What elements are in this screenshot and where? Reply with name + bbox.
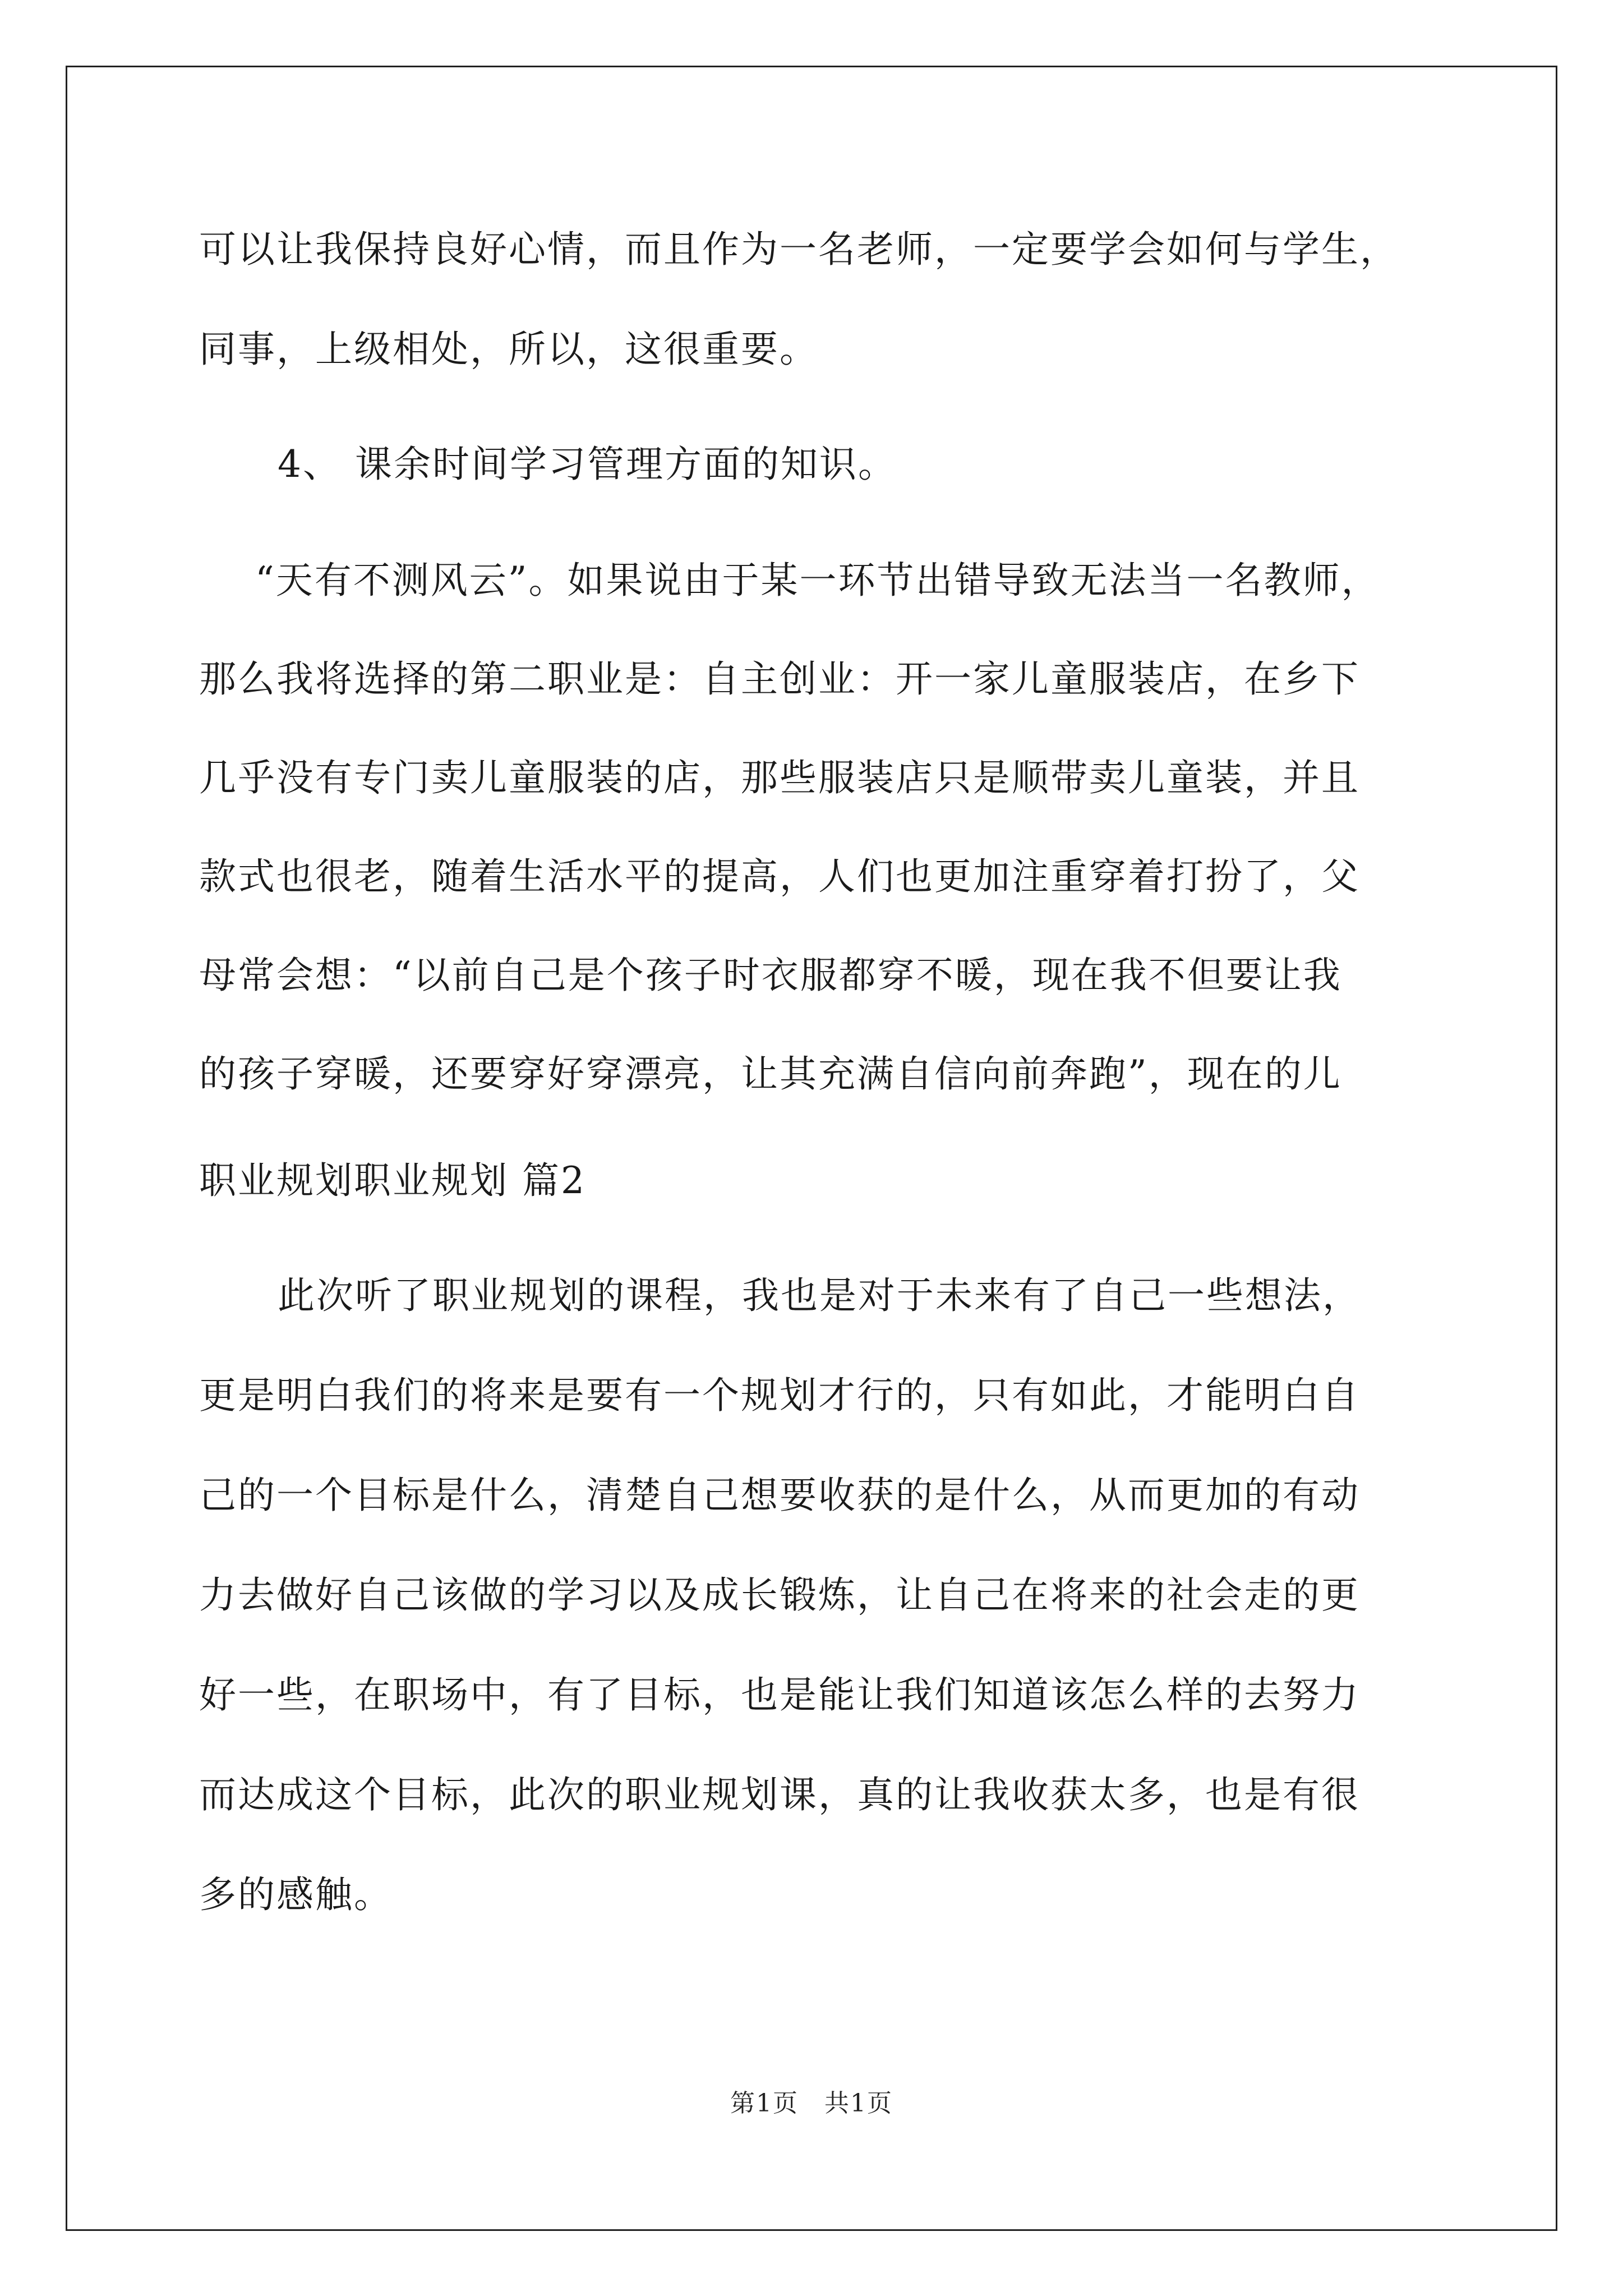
text-line: 力去做好自己该做的学习以及成长锻炼，让自己在将来的社会走的更 <box>199 1573 1360 1617</box>
page-number-footer: 第1页 共1页 <box>730 2089 893 2118</box>
text-line: 己的一个目标是什么，清楚自己想要收获的是什么，从而更加的有动 <box>199 1474 1360 1517</box>
section-title: 职业规划职业规划 篇2 <box>199 1159 586 1202</box>
paragraph-first-line: “天有不测风云”。如果说由于某一环节出错导致无法当一名教师， <box>255 559 1380 602</box>
text-line: 多的感触。 <box>199 1873 393 1916</box>
text-line: 好一些，在职场中，有了目标，也是能让我们知道该怎么样的去努力 <box>199 1673 1360 1717</box>
text-line: 可以让我保持良好心情，而且作为一名老师，一定要学会如何与学生， <box>199 228 1399 271</box>
text-line: 几乎没有专门卖儿童服装的店，那些服装店只是顺带卖儿童装，并且 <box>199 756 1360 799</box>
text-line: 母常会想：“以前自己是个孩子时衣服都穿不暖，现在我不但要让我 <box>199 954 1342 997</box>
text-line: 同事，上级相处，所以，这很重要。 <box>199 328 818 371</box>
list-item-heading: 4、 课余时间学习管理方面的知识。 <box>278 443 897 486</box>
text-line: 款式也很老，随着生活水平的提高，人们也更加注重穿着打扮了，父 <box>199 855 1360 898</box>
text-line: 而达成这个目标，此次的职业规划课，真的让我收获太多，也是有很 <box>199 1773 1360 1816</box>
text-line: 更是明白我们的将来是要有一个规划才行的，只有如此，才能明白自 <box>199 1374 1360 1417</box>
text-line: 的孩子穿暖，还要穿好穿漂亮，让其充满自信向前奔跑”，现在的儿 <box>199 1052 1342 1096</box>
text-line: 那么我将选择的第二职业是：自主创业：开一家儿童服装店，在乡下 <box>199 657 1360 701</box>
paragraph-first-line: 此次听了职业规划的课程，我也是对于未来有了自己一些想法， <box>278 1274 1361 1317</box>
